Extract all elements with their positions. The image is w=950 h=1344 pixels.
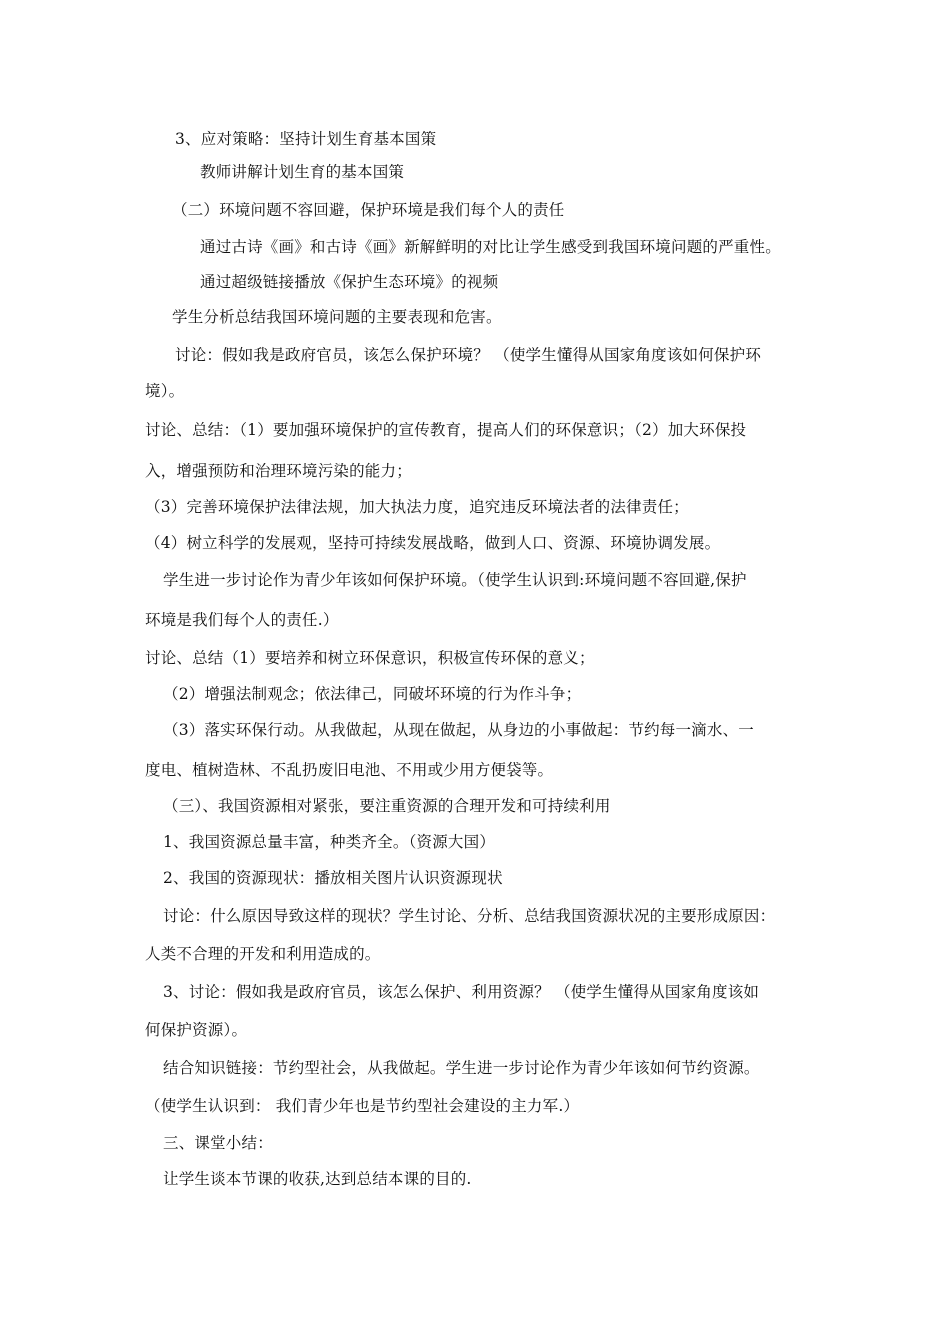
- paragraph-line: 1、我国资源总量丰富，种类齐全。（资源大国）: [163, 833, 496, 851]
- strategy-heading: 3、应对策略：坚持计划生育基本国策: [175, 130, 437, 148]
- paragraph-line: 讨论、总结（1）要培养和树立环保意识，积极宣传环保的意义；: [145, 649, 595, 667]
- paragraph-line: 3、讨论：假如我是政府官员，该怎么保护、利用资源？ （使学生懂得从国家角度该如: [163, 983, 760, 1001]
- paragraph-line: （3）完善环境保护法律法规，加大执法力度，追究违反环境法者的法律责任；: [145, 498, 689, 516]
- paragraph-line: 通过超级链接播放《保护生态环境》的视频: [200, 273, 499, 291]
- paragraph-line: 何保护资源）。: [145, 1021, 248, 1039]
- paragraph-line: 入，增强预防和治理环境污染的能力；: [145, 462, 412, 480]
- paragraph-line: 2、我国的资源现状：播放相关图片认识资源现状: [163, 869, 503, 887]
- paragraph-line: 通过古诗《画》和古诗《画》新解鲜明的对比让学生感受到我国环境问题的严重性。: [200, 238, 781, 256]
- paragraph-line: （2）增强法制观念；依法律己，同破坏环境的行为作斗争；: [163, 685, 582, 703]
- paragraph-line: 境）。: [145, 382, 185, 400]
- paragraph-line: （使学生认识到： 我们青少年也是节约型社会建设的主力军.）: [145, 1097, 580, 1115]
- paragraph-line: （3）落实环保行动。从我做起，从现在做起，从身边的小事做起：节约每一滴水、一: [163, 721, 754, 739]
- paragraph-line: 结合知识链接：节约型社会，从我做起。学生进一步讨论作为青少年该如何节约资源。: [163, 1059, 760, 1077]
- paragraph-line: 教师讲解计划生育的基本国策: [200, 163, 405, 181]
- paragraph-line: 讨论、总结：（1）要加强环境保护的宣传教育，提高人们的环保意识；（2）加大环保投: [145, 421, 747, 439]
- section-heading-summary: 三、课堂小结：: [163, 1134, 273, 1152]
- section-heading-environment: （二）环境问题不容回避，保护环境是我们每个人的责任: [172, 201, 565, 219]
- paragraph-line: 人类不合理的开发和利用造成的。: [145, 945, 381, 963]
- paragraph-line: 度电、植树造林、不乱扔废旧电池、不用或少用方便袋等。: [145, 761, 554, 779]
- paragraph-line: 环境是我们每个人的责任.）: [145, 611, 339, 629]
- paragraph-line: （4）树立科学的发展观，坚持可持续发展战略，做到人口、资源、环境协调发展。: [145, 534, 721, 552]
- paragraph-line: 学生进一步讨论作为青少年该如何保护环境。（使学生认识到:环境问题不容回避,保护: [163, 571, 747, 589]
- paragraph-line: 讨论：假如我是政府官员，该怎么保护环境？ （使学生懂得从国家角度该如何保护环: [175, 346, 762, 364]
- paragraph-line: 学生分析总结我国环境问题的主要表现和危害。: [172, 308, 502, 326]
- paragraph-line: 讨论：什么原因导致这样的现状？学生讨论、分析、总结我国资源状况的主要形成原因：: [163, 907, 776, 925]
- section-heading-resources: （三）、我国资源相对紧张，要注重资源的合理开发和可持续利用: [163, 797, 611, 815]
- paragraph-line: 让学生谈本节课的收获,达到总结本课的目的.: [163, 1170, 472, 1188]
